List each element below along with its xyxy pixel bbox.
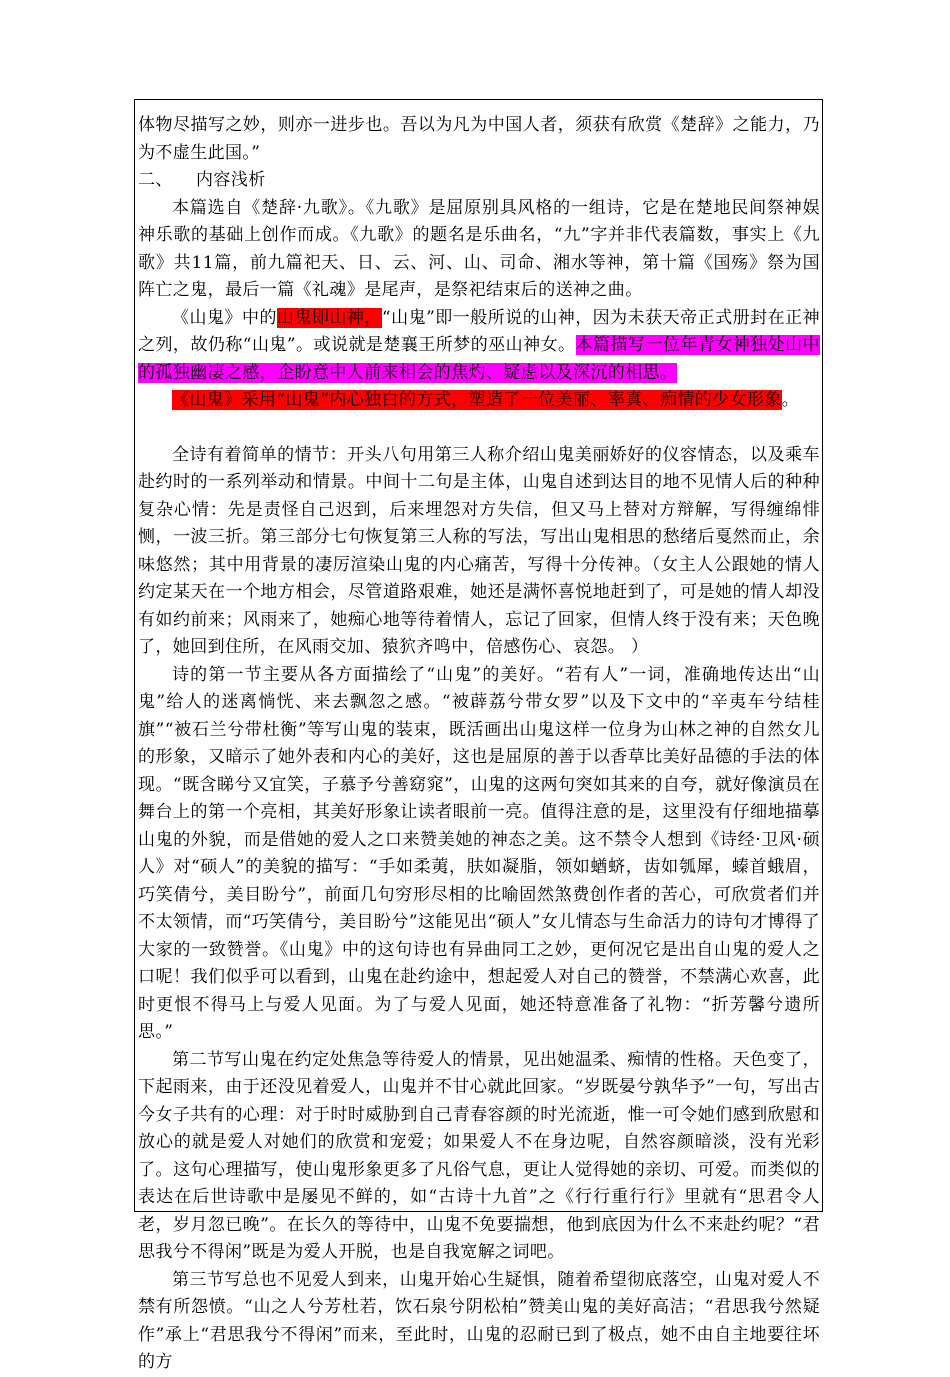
paragraph-section-two: 第二节写山鬼在约定处焦急等待爱人的情景，见出她温柔、痴情的性格。天色变了，下起雨来，由于还没见着爱人，山鬼并不甘心就此回家。“岁既晏兮孰华予”一句，写出古今女子共有的心理：对于时时威胁到自己青春容颜的时光流逝，惟一可令她们感到欣慰和放心的就是爱人对她们的欣赏和宠爱；如果爱人不在身边呢，自然容颜暗淡，没有光彩了。这句心理描写，使山鬼形象更多了凡俗气息，更让人觉得她的亲切、可爱。而类似的表达在后世诗歌中是屡见不鲜的，如“古诗十九首”之《行行重行行》里就有“思君令人老，岁月忽已晚”。在长久的等待中，山鬼不免要揣想，他到底因为什么不来赴约呢？“君思我兮不得闲”既是为爱人开脱，也是自我宽解之词吧。 — [138, 1049, 820, 1262]
paragraph-shangui-definition — [138, 305, 820, 388]
paragraph-monologue — [138, 387, 820, 415]
paragraph-source: 本篇选自《楚辞·九歌》。《九歌》是屈原别具风格的一组诗，它是在楚地民间祭神娱神乐歌的基础上创作而成。《九歌》的题名是乐曲名，“九”字并非代表篇数，事实上《九歌》共11篇，前九篇祀天、日、云、河、山、司命、湘水等神，第十篇《国殇》祭为国阵亡之鬼，最后一篇《礼魂》是尾声，是祭祀结束后的送神之曲。 — [138, 197, 820, 300]
text-run: 《山鬼》中的 — [172, 307, 277, 328]
paragraph-plot: 全诗有着简单的情节：开头八句用第三人称介绍山鬼美丽娇好的仪容情态，以及乘车赴约时的一系列举动和情景。中间十二句是主体，山鬼自述到达目的地不见情人后的种种复杂心情：先是责怪自己迟到，后来埋怨对方失信，但又马上替对方辩解，写得缠绵悱恻，一波三折。第三部分七句恢复第三人称的写法，写出山鬼相思的愁绪后戛然而止，余味悠然；其中用背景的凄厉渲染山鬼的内心痛苦，写得十分传神。（女主人公跟她的情人约定某天在一个地方相会，尽管道路艰难，她还是满怀喜悦地赶到了，可是她的情人却没有如约前来；风雨来了，她痴心地等待着情人，忘记了回家，但情人终于没有来；天色晚了，她回到住所，在风雨交加、猿狖齐鸣中，倍感伤心、哀怨。 ） — [138, 444, 820, 657]
intro-paragraph-end: 体物尽描写之妙，则亦一进步也。吾以为凡为中国人者，须获有欣赏《楚辞》之能力，乃为不虚生此国。” — [138, 115, 820, 163]
section-heading: 二、 内容浅析 — [138, 170, 266, 190]
blank-line — [138, 415, 820, 442]
paragraph-section-one: 诗的第一节主要从各方面描绘了“山鬼”的美好。“若有人”一词，准确地传达出“山鬼”给人的迷离惝恍、来去飘忽之感。“被薜荔兮带女罗”以及下文中的“辛夷车兮结桂旗”“被石兰兮带杜衡”等写山鬼的装束，既活画出山鬼这样一位身为山林之神的自然女儿的形象，又暗示了她外表和内心的美好，这也是屈原的善于以香草比美好品德的手法的体现。“既含睇兮又宜笑，子慕予兮善窈窕”，山鬼的这两句突如其来的自夸，就好像演员在舞台上的第一个亮相，其美好形象让读者眼前一亮。值得注意的是，这里没有仔细地描摹山鬼的外貌，而是借她的爱人之口来赞美她的神态之美。这不禁令人想到《诗经·卫风·硕人》对“硕人”的美貌的描写：“手如柔荑，肤如凝脂，领如蝤蛴，齿如瓠犀，螓首蛾眉，巧笑倩兮，美目盼兮”，前面几句穷形尽相的比喻固然煞费创作者的苦心，可欣赏者们并不太领情，而“巧笑倩兮，美目盼兮”这能见出“硕人”女儿情态与生命活力的诗句才博得了大家的一致赞誉。《山鬼》中的这句诗也有异曲同工之妙，更何况它是出自山鬼的爱人之口呢！我们似乎可以看到，山鬼在赴约途中，想起爱人对自己的赞誉，不禁满心欢喜，此时更恨不得马上与爱人见面。为了与爱人见面，她还特意准备了礼物：“折芳馨兮遗所思。” — [138, 664, 820, 1042]
highlight-red: 山鬼即山神， — [276, 307, 382, 328]
highlight-magenta: 本篇描写一位年青女神独处山中的孤独幽凄之感，企盼意中人前来相会的焦灼、疑虑以及深沉的相思。 — [138, 335, 821, 383]
paragraph-section-three: 第三节写总也不见爱人到来，山鬼开始心生疑惧，随着希望彻底落空，山鬼对爱人不禁有所怨愤。“山之人兮芳杜若，饮石泉兮阴松柏”赞美山鬼的美好高洁；“君思我兮然疑作”承上“君思我兮不得闲”而来，至此时，山鬼的忍耐已到了极点，她不由自主地要往坏的方 — [138, 1269, 820, 1372]
document-body — [138, 112, 820, 1377]
text-run: 。 — [781, 390, 800, 410]
highlight-red: 《山鬼》采用“山鬼”内心独白的方式，塑造了一位美丽、率真、痴情的少女形象 — [172, 390, 782, 410]
text-run: “山鬼”即一般所说的山神，因为未获天帝正式册封在正神之列，故仍称“山鬼”。或说就是楚襄王所梦的巫山神女。 — [138, 307, 820, 355]
